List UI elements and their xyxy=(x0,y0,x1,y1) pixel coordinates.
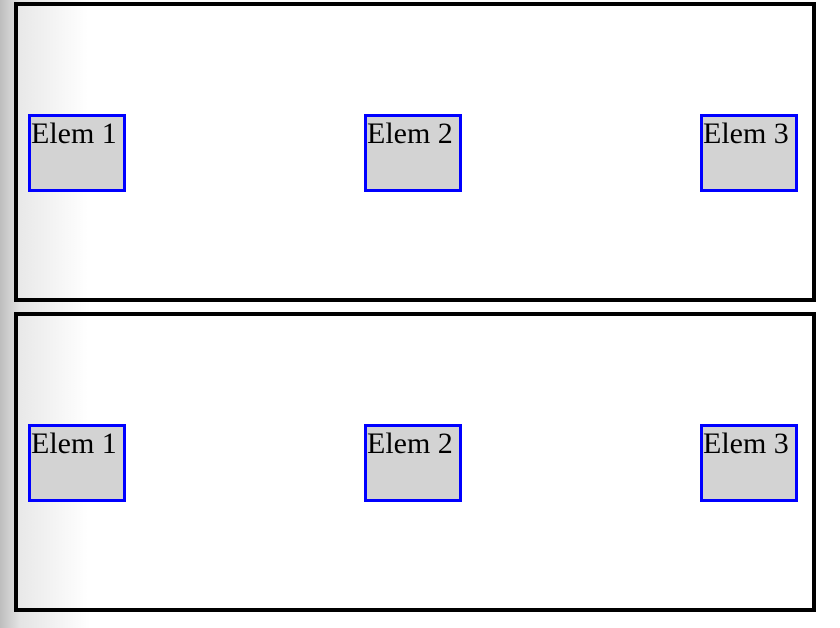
flex-item-2: Elem 2 xyxy=(364,114,462,192)
flex-item-1: Elem 1 xyxy=(28,114,126,192)
flex-item-1: Elem 1 xyxy=(28,424,126,502)
flex-item-3: Elem 3 xyxy=(700,424,798,502)
flex-item-2: Elem 2 xyxy=(364,424,462,502)
flex-container-1 xyxy=(14,2,816,302)
flex-container-2 xyxy=(14,312,816,612)
flex-item-3: Elem 3 xyxy=(700,114,798,192)
